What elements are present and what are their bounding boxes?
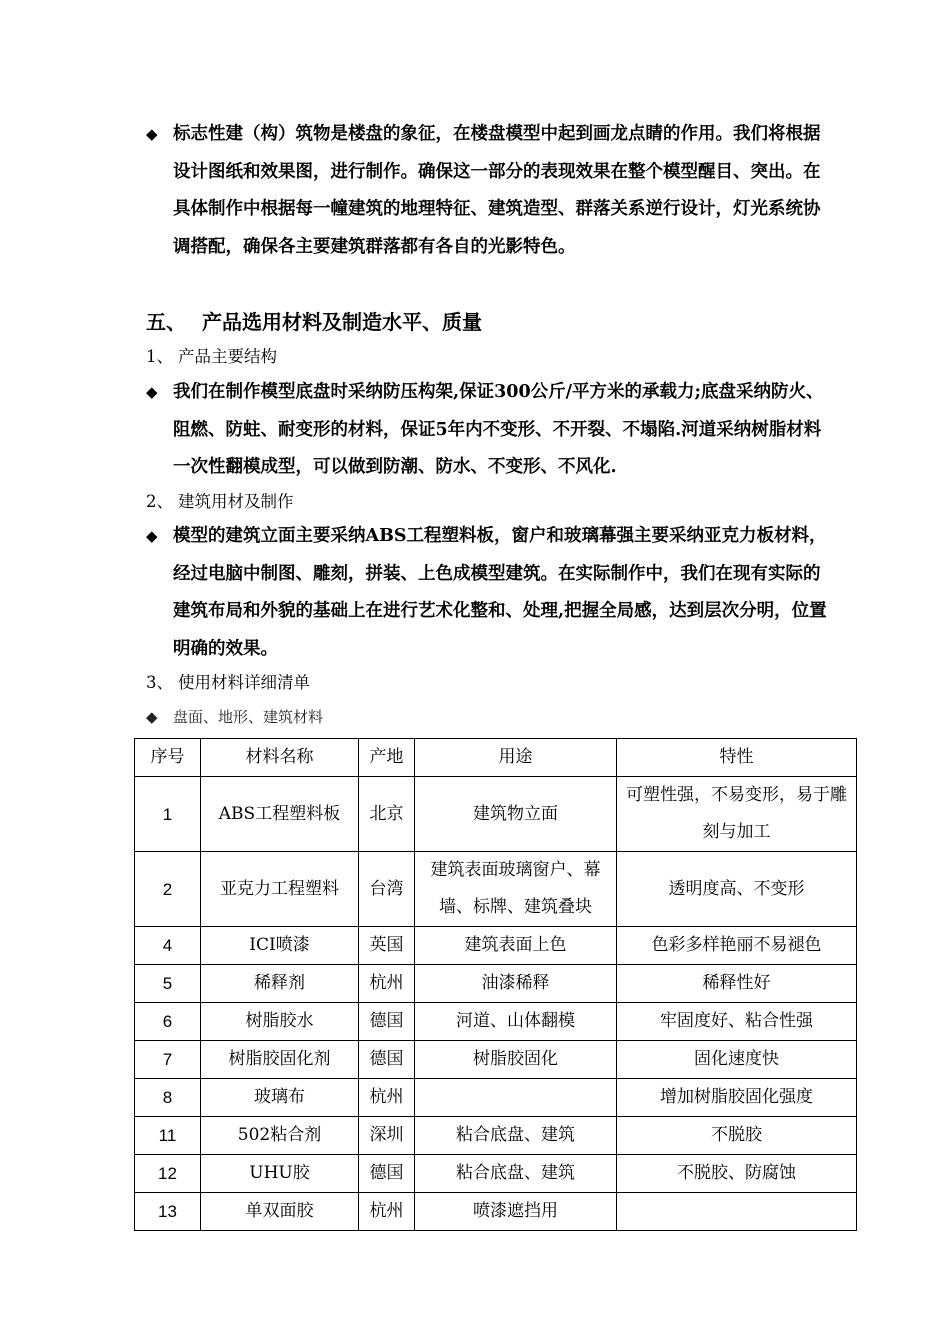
cell-use: 河道、山体翻模 (415, 1003, 617, 1041)
cell-index: 11 (135, 1117, 201, 1155)
cell-index: 8 (135, 1079, 201, 1117)
cell-origin: 杭州 (359, 1193, 415, 1231)
table-row (135, 777, 857, 852)
cell-material-name: 稀释剂 (201, 965, 359, 1003)
cell-property: 色彩多样艳丽不易褪色 (617, 927, 857, 965)
landmark-paragraph (146, 116, 836, 266)
header-property: 特性 (617, 739, 857, 777)
table-row (135, 965, 857, 1003)
table-row (135, 1193, 857, 1231)
cell-property: 稀释性好 (617, 965, 857, 1003)
cell-property: 透明度高、不变形 (617, 852, 857, 927)
cell-origin: 德国 (359, 1003, 415, 1041)
subheading-title: 产品主要结构 (178, 347, 277, 366)
subheading-number: 1、 (146, 347, 173, 366)
subheading-structure (146, 342, 277, 372)
header-origin: 产地 (359, 739, 415, 777)
building-text: 模型的建筑立面主要采纳ABS工程塑料板，窗户和玻璃幕强主要采纳亚克力板材料，经过电脑中制图、雕刻，拼装、上色成模型建筑。在实际制作中，我们在现有实际的建筑布局和外貌的基础上在进行艺术化整和、处理,把握全局感，达到层次分明，位置明确的效果。 (173, 526, 827, 659)
materials-list-label-text: 盘面、地形、建筑材料 (173, 708, 324, 726)
subheading-number: 3、 (146, 673, 173, 692)
cell-use: 建筑物立面 (415, 777, 617, 852)
cell-origin: 杭州 (359, 1079, 415, 1117)
header-use: 用途 (415, 739, 617, 777)
cell-material-name: ICI喷漆 (201, 927, 359, 965)
cell-use: 粘合底盘、建筑 (415, 1117, 617, 1155)
cell-origin: 北京 (359, 777, 415, 852)
cell-property (617, 1193, 857, 1231)
diamond-bullet-icon: ◆ (146, 708, 158, 726)
cell-origin: 德国 (359, 1041, 415, 1079)
cell-index: 4 (135, 927, 201, 965)
cell-use: 喷漆遮挡用 (415, 1193, 617, 1231)
subheading-number: 2、 (146, 492, 173, 511)
subheading-building (146, 487, 294, 517)
cell-use: 油漆稀释 (415, 965, 617, 1003)
cell-property: 牢固度好、粘合性强 (617, 1003, 857, 1041)
subheading-title: 使用材料详细清单 (178, 673, 310, 692)
structure-text: 我们在制作模型底盘时采纳防压构架,保证300公斤/平方米的承载力;底盘采纳防火、阻燃、防蛀、耐变形的材料，保证5年内不变形、不开裂、不塌陷.河道采纳树脂材料一次性翻模成型，可以做到防潮、防水、不变形、不风化. (173, 382, 824, 477)
cell-use (415, 1079, 617, 1117)
cell-property: 固化速度快 (617, 1041, 857, 1079)
table-row (135, 1003, 857, 1041)
table-row (135, 1117, 857, 1155)
table-header-row (135, 739, 857, 777)
cell-index: 12 (135, 1155, 201, 1193)
section-number: 五、 (146, 310, 186, 334)
cell-origin: 杭州 (359, 965, 415, 1003)
materials-list-label (146, 703, 323, 731)
cell-origin: 德国 (359, 1155, 415, 1193)
diamond-bullet-icon: ◆ (146, 125, 158, 143)
cell-property: 可塑性强，不易变形，易于雕刻与加工 (617, 777, 857, 852)
cell-origin: 台湾 (359, 852, 415, 927)
cell-property: 增加树脂胶固化强度 (617, 1079, 857, 1117)
section-title (146, 305, 482, 339)
header-index: 序号 (135, 739, 201, 777)
cell-property: 不脱胶 (617, 1117, 857, 1155)
subheading-materials (146, 668, 310, 698)
cell-index: 5 (135, 965, 201, 1003)
table-row (135, 1041, 857, 1079)
subheading-title: 建筑用材及制作 (178, 492, 294, 511)
cell-material-name: 树脂胶水 (201, 1003, 359, 1041)
cell-use: 建筑表面玻璃窗户、幕墙、标牌、建筑叠块 (415, 852, 617, 927)
cell-material-name: 亚克力工程塑料 (201, 852, 359, 927)
materials-table (134, 738, 857, 1231)
structure-paragraph (146, 374, 836, 487)
cell-material-name: 502粘合剂 (201, 1117, 359, 1155)
table-row (135, 927, 857, 965)
diamond-bullet-icon: ◆ (146, 527, 158, 545)
cell-index: 2 (135, 852, 201, 927)
cell-use: 树脂胶固化 (415, 1041, 617, 1079)
cell-material-name: 单双面胶 (201, 1193, 359, 1231)
header-material-name: 材料名称 (201, 739, 359, 777)
landmark-text: 标志性建（构）筑物是楼盘的象征，在楼盘模型中起到画龙点睛的作用。我们将根据设计图纸和效果图，进行制作。确保这一部分的表现效果在整个模型醒目、突出。在具体制作中根据每一幢建筑的地理特征、建筑造型、群落关系逆行设计，灯光系统协调搭配，确保各主要建筑群落都有各自的光影特色。 (173, 124, 821, 257)
cell-index: 6 (135, 1003, 201, 1041)
cell-material-name: ABS工程塑料板 (201, 777, 359, 852)
cell-use: 建筑表面上色 (415, 927, 617, 965)
table-row (135, 1079, 857, 1117)
diamond-bullet-icon: ◆ (146, 383, 158, 401)
cell-index: 7 (135, 1041, 201, 1079)
cell-material-name: UHU胶 (201, 1155, 359, 1193)
cell-use: 粘合底盘、建筑 (415, 1155, 617, 1193)
table-row (135, 1155, 857, 1193)
cell-origin: 英国 (359, 927, 415, 965)
cell-property: 不脱胶、防腐蚀 (617, 1155, 857, 1193)
section-title-text: 产品选用材料及制造水平、质量 (202, 310, 482, 334)
cell-material-name: 玻璃布 (201, 1079, 359, 1117)
cell-material-name: 树脂胶固化剂 (201, 1041, 359, 1079)
cell-index: 1 (135, 777, 201, 852)
cell-origin: 深圳 (359, 1117, 415, 1155)
cell-index: 13 (135, 1193, 201, 1231)
table-row (135, 852, 857, 927)
building-paragraph (146, 518, 836, 668)
